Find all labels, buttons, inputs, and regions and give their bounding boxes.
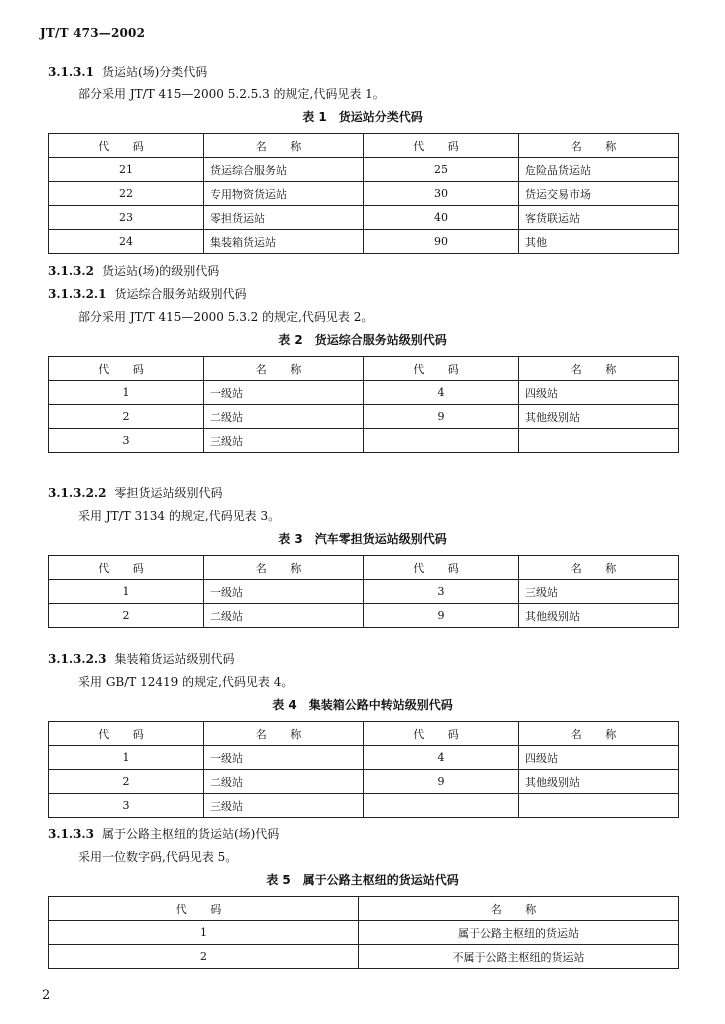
table-cell: 一级站 xyxy=(204,746,364,770)
header-cell-name: 名 称 xyxy=(204,556,364,580)
section-3-1-3-2-heading xyxy=(48,263,219,279)
section-number: 3.1.3.2 xyxy=(48,264,94,278)
section-3-1-3-3-heading xyxy=(48,826,279,842)
table-4-caption: 表 4 集装箱公路中转站级别代码 xyxy=(272,698,453,712)
section-3-1-3-2-1-text: 部分采用 JT/T 415—2000 5.3.2 的规定,代码见表 2。 xyxy=(78,310,374,324)
header-cell-code: 代 码 xyxy=(364,722,519,746)
table-cell: 3 xyxy=(364,580,519,604)
table-cell: 一级站 xyxy=(204,580,364,604)
table-cell: 集装箱货运站 xyxy=(204,230,364,254)
table-row xyxy=(49,921,679,945)
section-3-1-3-1-text: 部分采用 JT/T 415—2000 5.2.5.3 的规定,代码见表 1。 xyxy=(78,87,385,101)
section-3-1-3-2-3-heading xyxy=(48,651,234,667)
table-row xyxy=(49,746,679,770)
table-cell: 30 xyxy=(364,182,519,206)
table-cell xyxy=(519,429,679,453)
table-cell: 三级站 xyxy=(204,429,364,453)
header-cell-code: 代 码 xyxy=(364,556,519,580)
header-cell-code: 代 码 xyxy=(364,134,519,158)
table-row xyxy=(49,182,679,206)
table-cell: 四级站 xyxy=(519,746,679,770)
table-cell: 1 xyxy=(49,580,204,604)
table-header-row xyxy=(49,556,679,580)
section-3-1-3-2-2-text: 采用 JT/T 3134 的规定,代码见表 3。 xyxy=(78,509,281,523)
table-cell: 2 xyxy=(49,405,204,429)
table-cell: 其他级别站 xyxy=(519,405,679,429)
table-cell: 一级站 xyxy=(204,381,364,405)
header-cell-name: 名 称 xyxy=(519,357,679,381)
table-5-caption: 表 5 属于公路主枢纽的货运站代码 xyxy=(266,873,459,887)
section-3-1-3-2-1-heading xyxy=(48,286,246,302)
table-cell: 1 xyxy=(49,381,204,405)
header-cell-code: 代 码 xyxy=(364,357,519,381)
section-number: 3.1.3.2.2 xyxy=(48,486,107,500)
table-cell: 零担货运站 xyxy=(204,206,364,230)
header-cell-code: 代 码 xyxy=(49,556,204,580)
header-cell-code: 代 码 xyxy=(49,134,204,158)
table-cell: 其他 xyxy=(519,230,679,254)
header-cell-name: 名 称 xyxy=(519,134,679,158)
table-cell: 其他级别站 xyxy=(519,604,679,628)
section-number: 3.1.3.1 xyxy=(48,65,94,79)
table-2-caption: 表 2 货运综合服务站级别代码 xyxy=(278,333,447,347)
table-row xyxy=(49,230,679,254)
table-cell: 9 xyxy=(364,770,519,794)
table-3-caption: 表 3 汽车零担货运站级别代码 xyxy=(278,532,447,546)
table-1-caption: 表 1 货运站分类代码 xyxy=(302,110,423,124)
section-number: 3.1.3.2.1 xyxy=(48,287,107,301)
table-cell: 1 xyxy=(49,921,359,945)
section-title: 货运综合服务站级别代码 xyxy=(114,287,247,301)
header-cell-name: 名 称 xyxy=(519,556,679,580)
table-cell: 24 xyxy=(49,230,204,254)
table-cell: 1 xyxy=(49,746,204,770)
table-cell: 9 xyxy=(364,604,519,628)
table-5 xyxy=(48,896,679,969)
table-cell: 40 xyxy=(364,206,519,230)
section-title: 属于公路主枢纽的货运站(场)代码 xyxy=(101,827,280,841)
table-cell: 其他级别站 xyxy=(519,770,679,794)
table-cell: 二级站 xyxy=(204,405,364,429)
table-row xyxy=(49,158,679,182)
table-cell: 22 xyxy=(49,182,204,206)
table-cell: 三级站 xyxy=(519,580,679,604)
table-row xyxy=(49,381,679,405)
section-number: 3.1.3.2.3 xyxy=(48,652,107,666)
table-cell: 3 xyxy=(49,794,204,818)
header-cell-code: 代 码 xyxy=(49,357,204,381)
table-cell: 货运综合服务站 xyxy=(204,158,364,182)
table-header-row xyxy=(49,897,679,921)
table-cell: 23 xyxy=(49,206,204,230)
header-cell-code: 代 码 xyxy=(49,722,204,746)
table-cell: 危险品货运站 xyxy=(519,158,679,182)
section-3-1-3-3-text: 采用一位数字码,代码见表 5。 xyxy=(78,850,238,864)
table-row xyxy=(49,405,679,429)
table-cell: 90 xyxy=(364,230,519,254)
section-title: 集装箱货运站级别代码 xyxy=(114,652,235,666)
page-number: 2 xyxy=(42,988,51,1003)
section-title: 货运站(场)分类代码 xyxy=(101,65,208,79)
document-header: JT/T 473—2002 xyxy=(40,26,146,40)
header-cell-name: 名 称 xyxy=(204,722,364,746)
table-cell: 货运交易市场 xyxy=(519,182,679,206)
table-row xyxy=(49,770,679,794)
table-cell: 2 xyxy=(49,945,359,969)
section-title: 零担货运站级别代码 xyxy=(114,486,223,500)
table-cell: 属于公路主枢纽的货运站 xyxy=(359,921,679,945)
table-4 xyxy=(48,721,679,818)
table-cell: 2 xyxy=(49,770,204,794)
header-cell-code: 代 码 xyxy=(49,897,359,921)
table-2 xyxy=(48,356,679,453)
table-cell: 二级站 xyxy=(204,770,364,794)
section-3-1-3-1-heading xyxy=(48,64,207,80)
section-3-1-3-2-3-text: 采用 GB/T 12419 的规定,代码见表 4。 xyxy=(78,675,294,689)
table-cell: 二级站 xyxy=(204,604,364,628)
table-cell: 四级站 xyxy=(519,381,679,405)
table-cell: 3 xyxy=(49,429,204,453)
table-cell xyxy=(519,794,679,818)
section-number: 3.1.3.3 xyxy=(48,827,94,841)
table-row xyxy=(49,580,679,604)
table-row xyxy=(49,206,679,230)
table-cell xyxy=(364,794,519,818)
table-header-row xyxy=(49,722,679,746)
table-cell: 4 xyxy=(364,746,519,770)
table-cell: 25 xyxy=(364,158,519,182)
table-cell: 2 xyxy=(49,604,204,628)
table-3 xyxy=(48,555,679,628)
table-cell: 不属于公路主枢纽的货运站 xyxy=(359,945,679,969)
header-cell-name: 名 称 xyxy=(519,722,679,746)
table-1 xyxy=(48,133,679,254)
table-cell xyxy=(364,429,519,453)
header-cell-name: 名 称 xyxy=(359,897,679,921)
table-cell: 9 xyxy=(364,405,519,429)
table-row xyxy=(49,429,679,453)
table-row xyxy=(49,794,679,818)
table-cell: 客货联运站 xyxy=(519,206,679,230)
header-cell-name: 名 称 xyxy=(204,357,364,381)
table-cell: 4 xyxy=(364,381,519,405)
table-header-row xyxy=(49,357,679,381)
table-header-row xyxy=(49,134,679,158)
table-cell: 三级站 xyxy=(204,794,364,818)
table-row xyxy=(49,604,679,628)
section-3-1-3-2-2-heading xyxy=(48,485,222,501)
section-title: 货运站(场)的级别代码 xyxy=(101,264,220,278)
header-cell-name: 名 称 xyxy=(204,134,364,158)
table-cell: 21 xyxy=(49,158,204,182)
table-cell: 专用物资货运站 xyxy=(204,182,364,206)
table-row xyxy=(49,945,679,969)
